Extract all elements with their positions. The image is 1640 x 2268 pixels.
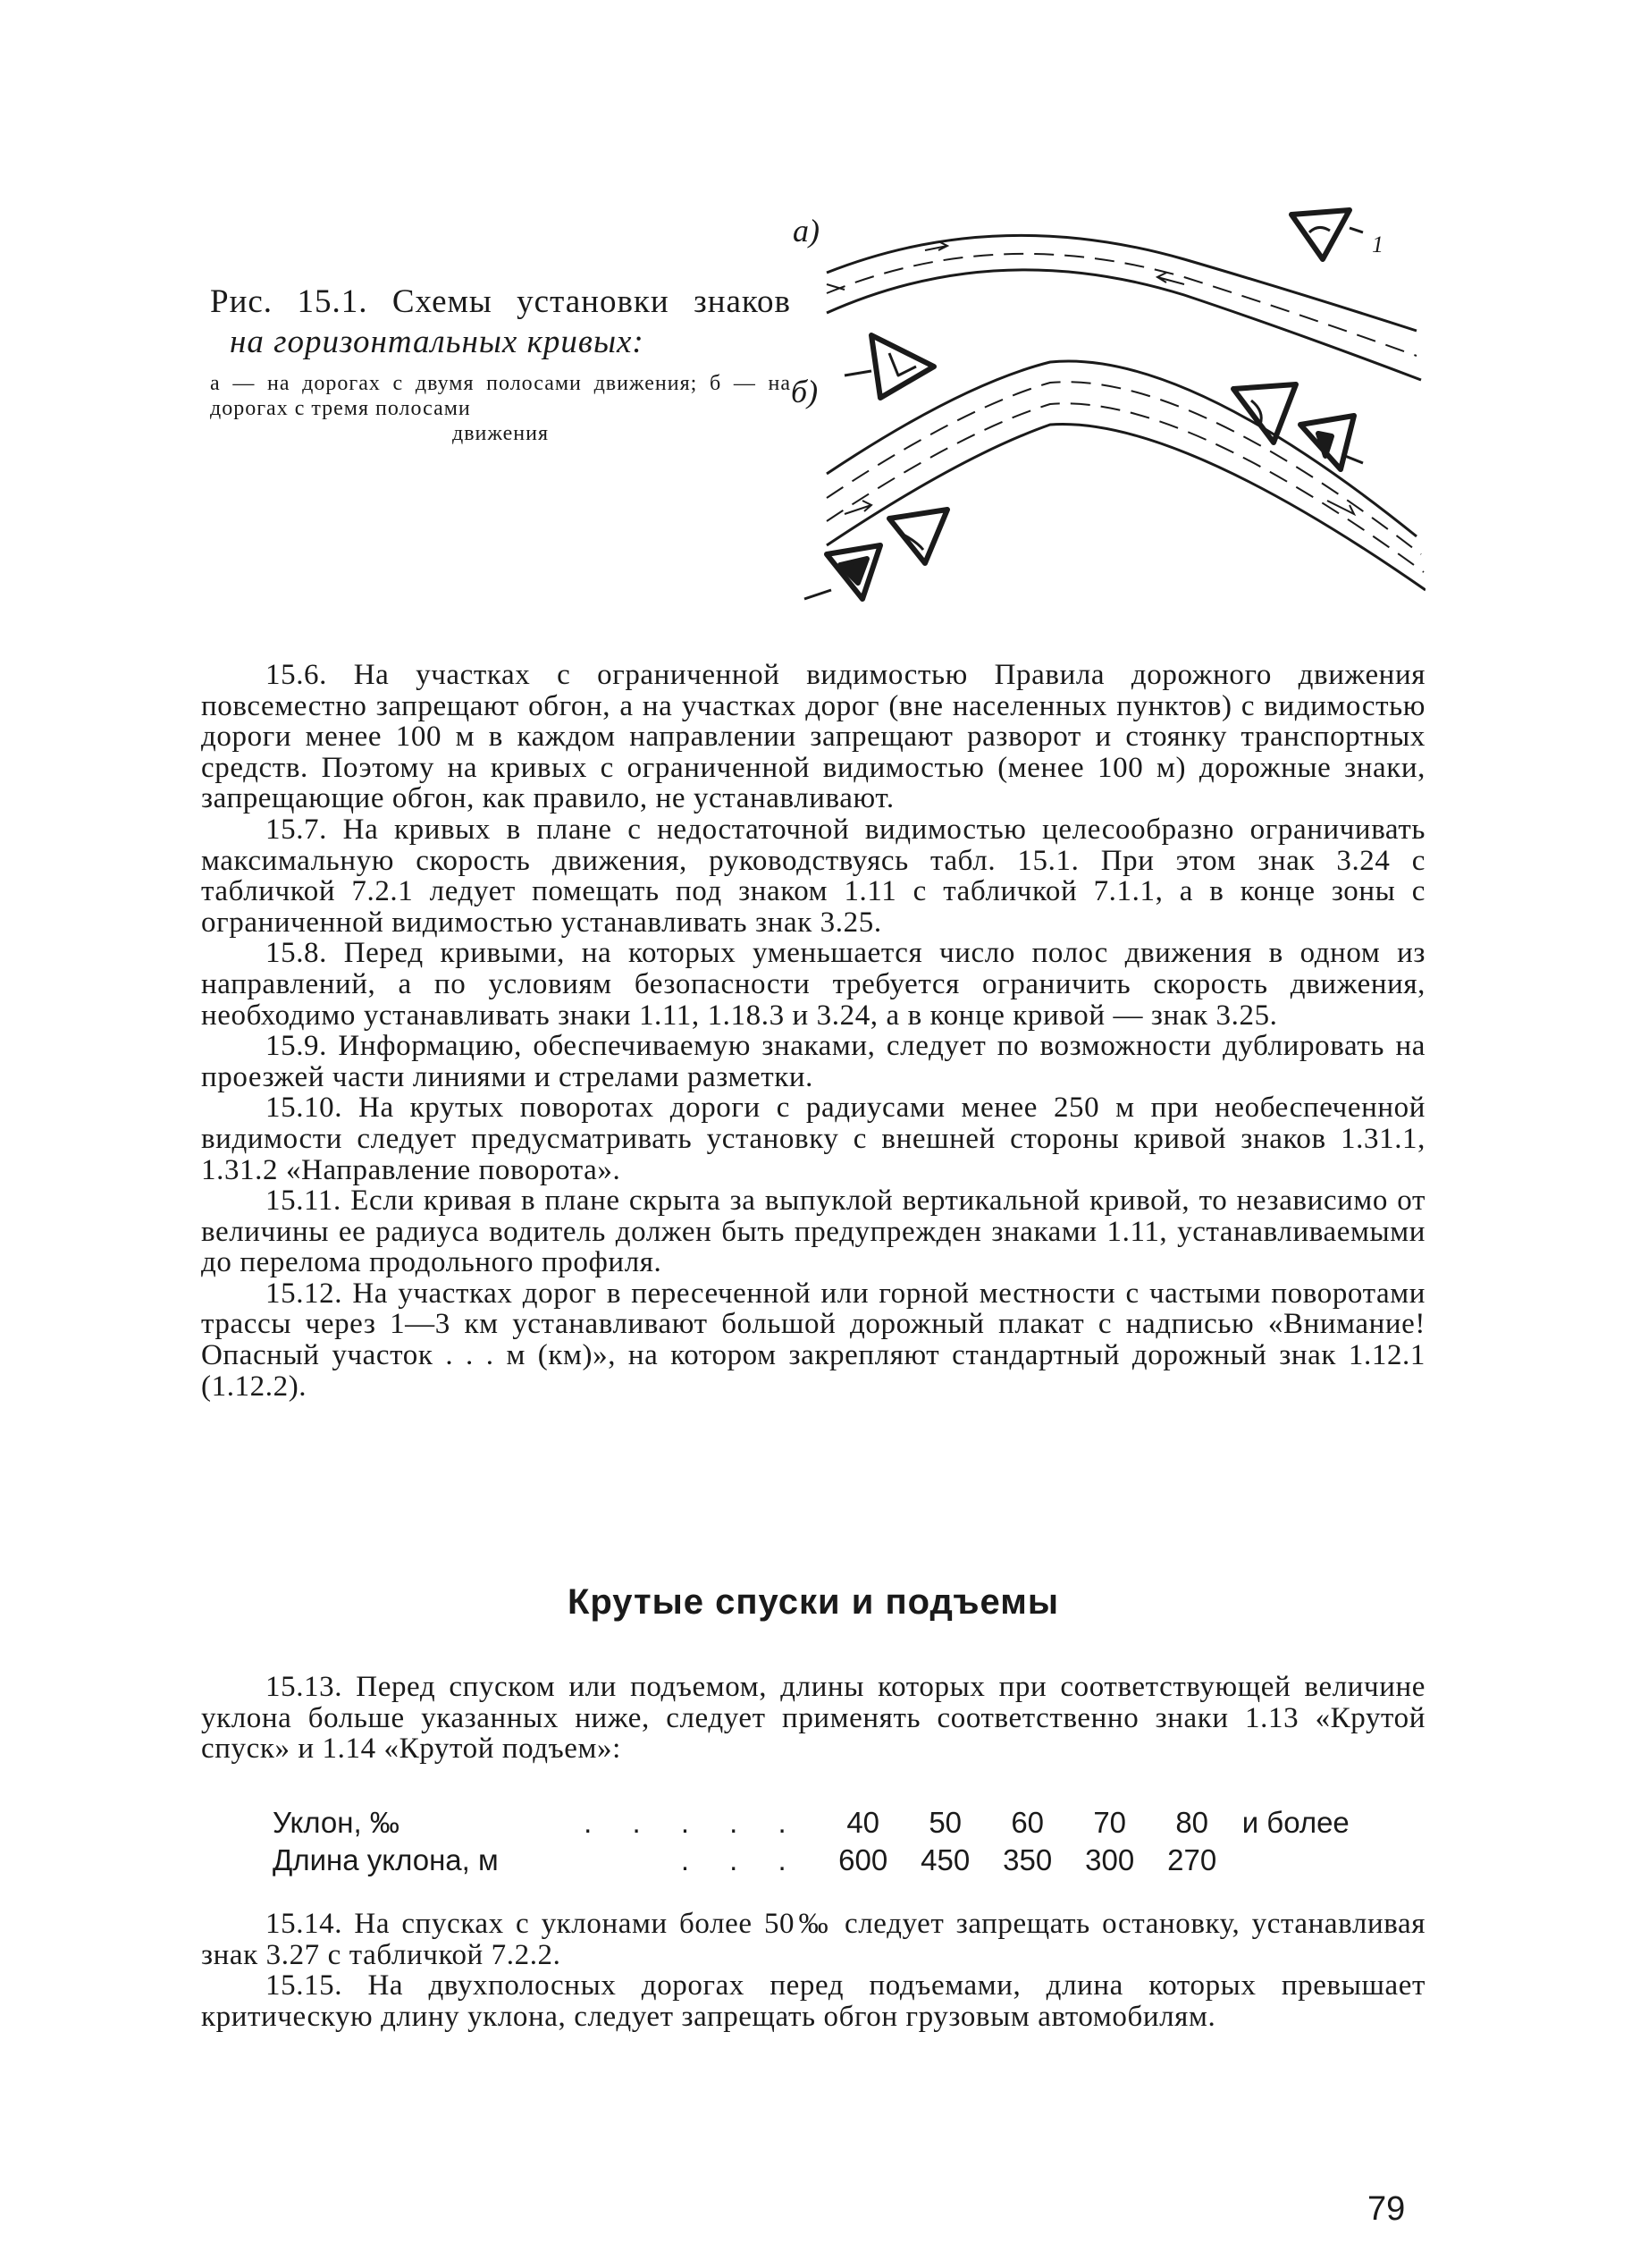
warning-sign-icon [845,335,934,398]
figure-caption [210,282,791,446]
grade-length-table [273,1804,1350,1879]
paragraph-15-8: 15.8. Перед кривыми, на которых уменьшается число полос движения в одном из направлений, а по условиям безопасности требуется ограничить скорость движения, необходимо устанавливать знаки 1.11, 1.18.3 и 3.24, а в конце кривой — знак 3.25. [201,937,1426,1032]
paragraph-15-10: 15.10. На крутых поворотах дороги с радиусами менее 250 м при необеспеченной видимости следует предусматривать установку с внешней стороны кривой знаков 1.31.1, 1.31.2 «Направление поворота». [201,1092,1426,1186]
curve-sign-diagram [791,197,1426,617]
paragraph-15-15: 15.15. На двухполосных дорогах перед подъемами, длина которых превышает критическую длину уклона, следует запрещать обгон грузовым автомобилям. [201,1969,1426,2033]
length-value: 600 [838,1843,888,1876]
caption-title: Рис. 15.1. Схемы установки знаков [210,283,791,320]
section-text-slopes-continued [201,1909,1426,2032]
warning-sign-icon [1233,384,1296,443]
caption-title-continued: на горизонтальных кривых: [230,324,644,360]
warning-sign-icon [1291,210,1363,259]
section-text-curves [201,660,1426,1402]
leader-dots: . . . . . [584,1806,803,1839]
sign-number: 1 [1372,232,1383,257]
warning-sign-icon [1300,416,1363,469]
grade-value: 70 [1093,1806,1127,1839]
label-b: б) [791,374,819,409]
section-text-slopes [201,1672,1426,1765]
length-value: 270 [1167,1843,1217,1876]
paragraph-15-14: 15.14. На спусках с уклонами более 50‰ следует запрещать остановку, устанавливая знак 3.27 с табличкой 7.2.2. [201,1908,1426,1971]
paragraph-15-6: 15.6. На участках с ограниченной видимостью Правила дорожного движения повсеместно запрещают обгон, а на участках дорог (вне населенных пунктов) с видимостью дороги менее 100 м в каждом направлении запрещают разворот и стоянку транспортных средств. Поэтому на кривых с ограниченной видимостью (менее 100 м) дорожные знаки, запрещающие обгон, как правило, не устанавливают. [201,659,1426,815]
warning-sign-icon [804,545,880,599]
page-number: 79 [1367,2190,1406,2228]
paragraph-15-12: 15.12. На участках дорог в пересеченной или горной местности с частыми поворотами трассы через 1—3 км устанавливают большой дорожный плакат с надписью «Внимание! Опасный участок . . . м (км)», на котором закрепляют стандартный дорожный знак 1.12.1 (1.12.2). [201,1277,1426,1403]
table-row [273,1842,1350,1879]
length-value: 450 [921,1843,971,1876]
length-value: 350 [1003,1843,1053,1876]
leader-dots: . . . [680,1843,803,1876]
grade-value: 40 [846,1806,880,1839]
paragraph-15-9: 15.9. Информацию, обеспечиваемую знаками, следует по возможности дублировать на проезжей части линиями и стрелами разметки. [201,1030,1426,1093]
grade-value: 50 [929,1806,963,1839]
figure-15-1 [201,197,1426,617]
caption-legend: а — на дорогах с двумя полосами движения; б — на дорогах с тремя полосами [210,372,791,420]
paragraph-15-7: 15.7. На кривых в плане с недостаточной видимостью целесообразно ограничивать максимальную скорость движения, руководствуясь табл. 15.1. При этом знак 3.24 с табличкой 7.2.1 ледует помещать под знаком 1.11 с табличкой 7.1.1, а в конце зоны с ограниченной видимостью устанавливать знак 3.25. [201,813,1426,939]
paragraph-15-11: 15.11. Если кривая в плане скрыта за выпуклой вертикальной кривой, то независимо от величины ее радиуса водитель должен быть предупрежден знаками 1.11, устанавливаемыми до перелома продольного профиля. [201,1185,1426,1279]
warning-sign-icon [889,510,947,563]
table-row [273,1804,1350,1842]
section-heading: Крутые спуски и подъемы [567,1582,1060,1622]
caption-legend-end: движения [451,422,550,445]
label-a: а) [793,213,820,249]
grade-tail: и более [1241,1806,1350,1839]
length-value: 300 [1085,1843,1135,1876]
grade-label: Уклон, ‰ [273,1806,399,1839]
length-label: Длина уклона, м [273,1843,499,1876]
grade-value: 60 [1011,1806,1045,1839]
grade-value: 80 [1175,1806,1209,1839]
paragraph-15-13: 15.13. Перед спуском или подъемом, длины которых при соответствующей величине уклона больше указанных ниже, следует применять соответственно знаки 1.13 «Крутой спуск» и 1.14 «Крутой подъем»: [201,1671,1426,1766]
